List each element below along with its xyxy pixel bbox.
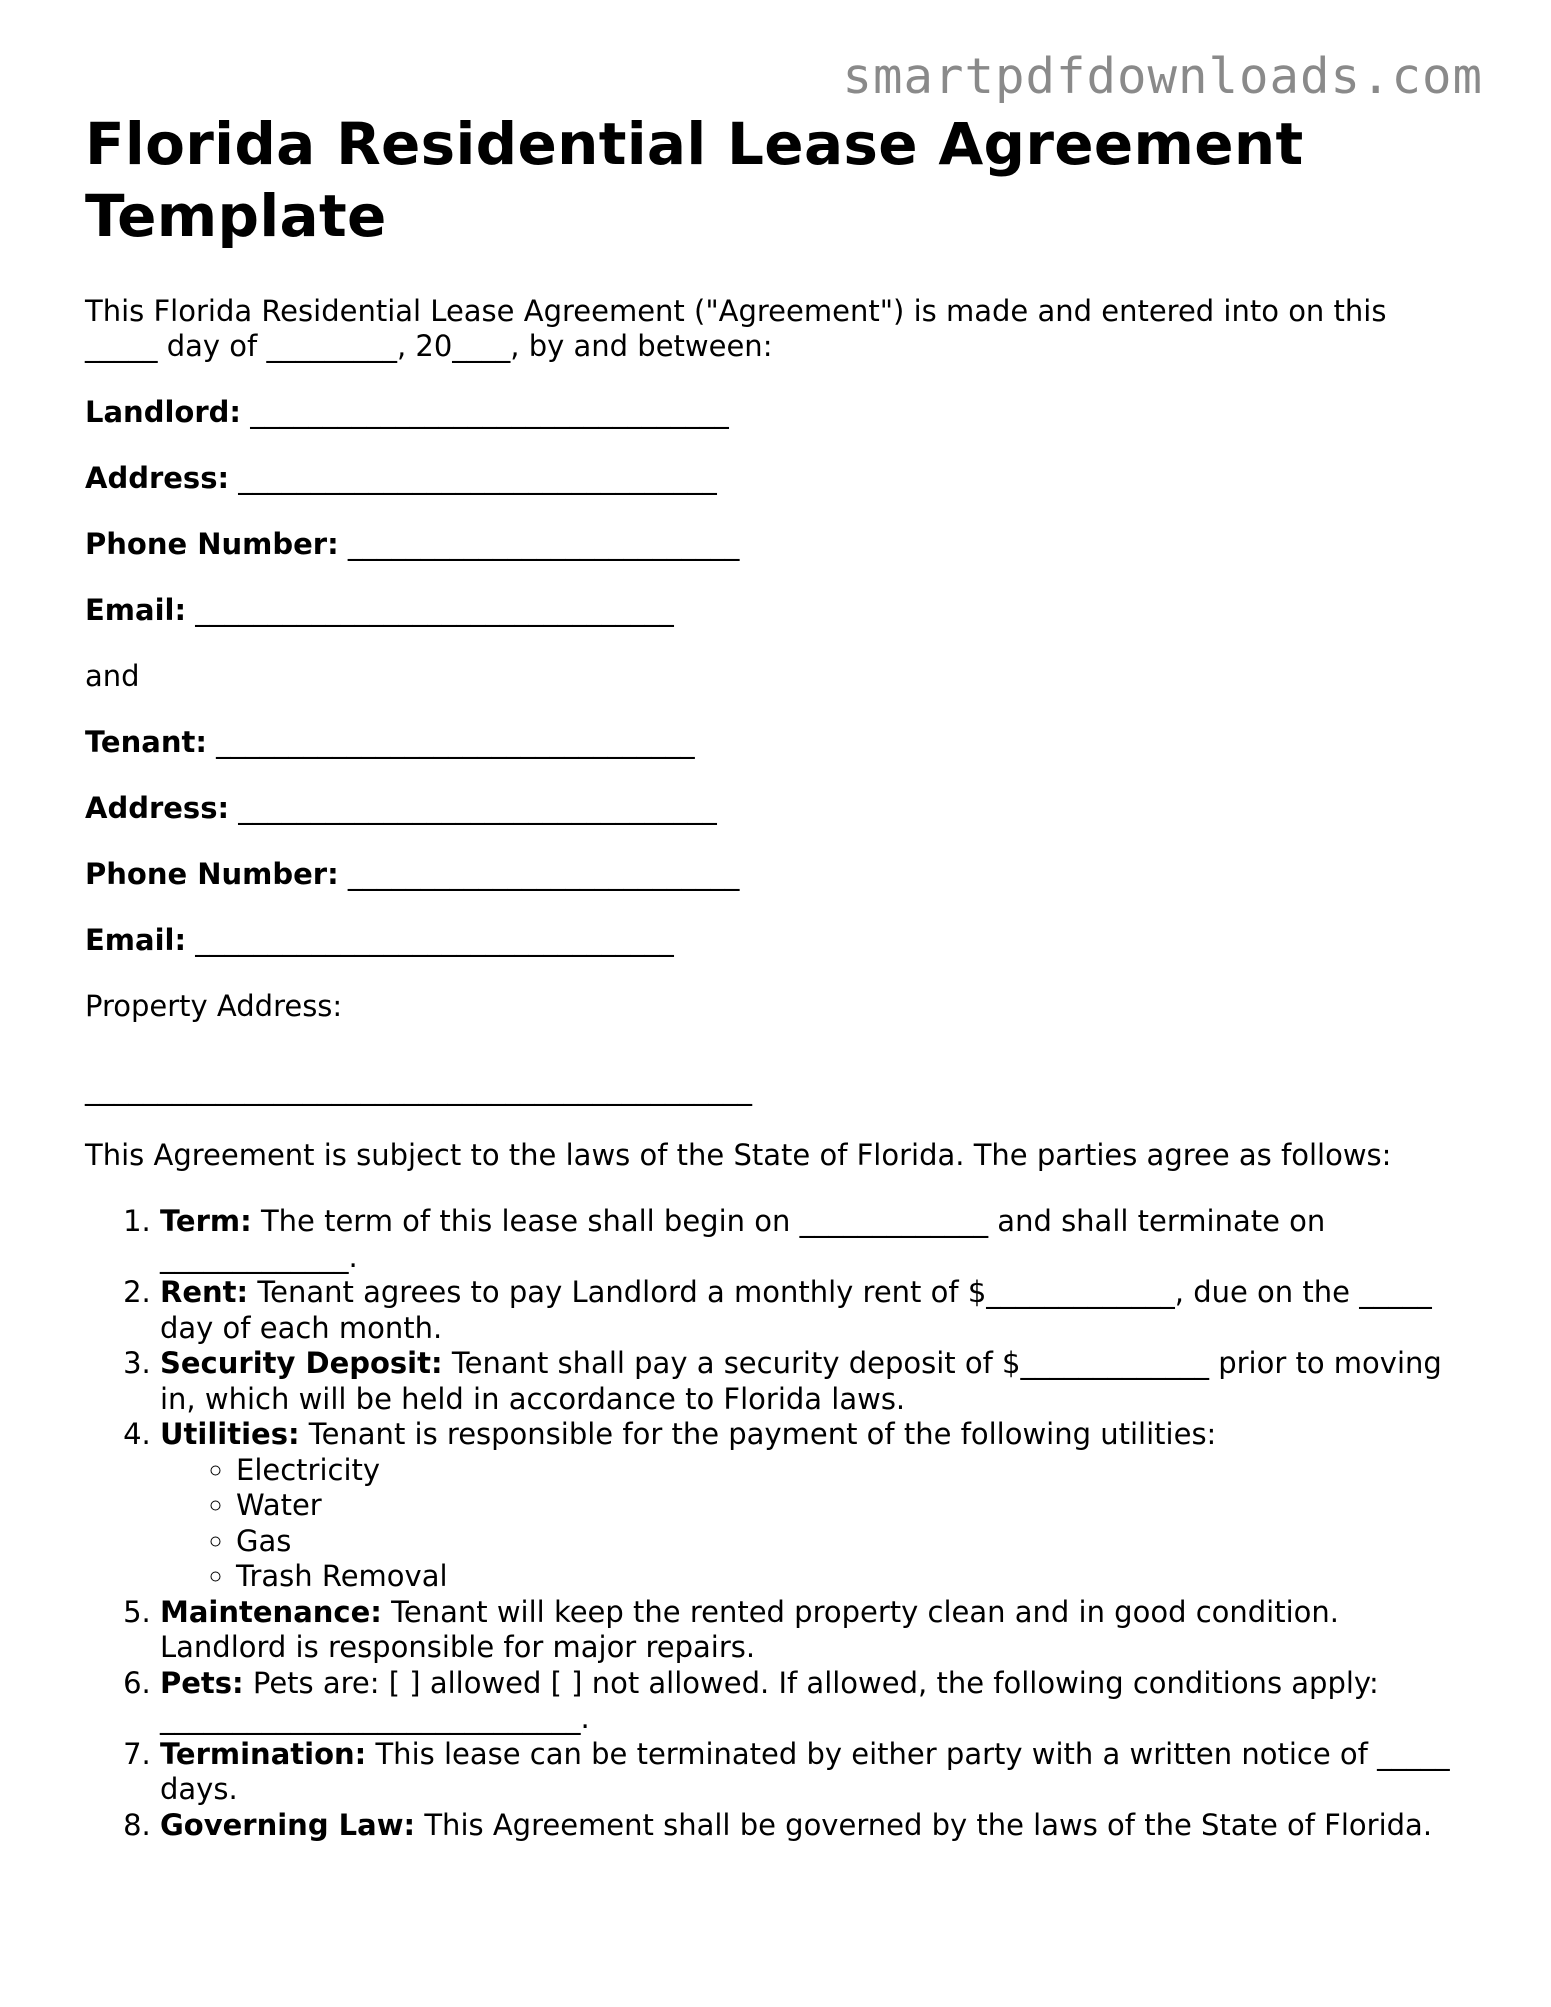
utility-item: ◦ Electricity bbox=[236, 1453, 1465, 1489]
property-address-blank: ______________________________________________ bbox=[85, 1072, 752, 1106]
term-text: This lease can be terminated by either party with a written notice of _____ days. bbox=[160, 1736, 1450, 1806]
term-item-pets bbox=[160, 1666, 1465, 1737]
term-label: Rent: bbox=[160, 1275, 249, 1309]
utility-item: ◦ Trash Removal bbox=[236, 1559, 1465, 1595]
landlord-email-field bbox=[85, 593, 1465, 628]
term-text: The term of this lease shall begin on _____________ and shall terminate on _____________. bbox=[160, 1204, 1326, 1274]
tenant-phone-label: Phone Number: bbox=[85, 857, 339, 891]
tenant-phone-blank: ___________________________ bbox=[347, 857, 740, 891]
tenant-email-blank: _________________________________ bbox=[195, 923, 674, 957]
page-title bbox=[85, 108, 1465, 252]
tenant-name-blank: _________________________________ bbox=[216, 725, 695, 759]
landlord-phone-field bbox=[85, 527, 1465, 562]
title-line-1: Florida Residential Lease Agreement bbox=[85, 110, 1304, 178]
document-body bbox=[85, 108, 1465, 1843]
laws-statement: This Agreement is subject to the laws of the State of Florida. The parties agree as follows: bbox=[85, 1138, 1392, 1172]
terms-list bbox=[85, 1204, 1465, 1843]
term-label: Governing Law: bbox=[160, 1807, 416, 1842]
term-label: Utilities: bbox=[160, 1417, 300, 1451]
tenant-email-label: Email: bbox=[85, 923, 187, 957]
term-text: This Agreement shall be governed by the laws of the State of Florida. bbox=[424, 1807, 1433, 1842]
conjunction-text: and bbox=[85, 659, 140, 693]
term-label: Term: bbox=[160, 1204, 252, 1238]
term-text: Tenant agrees to pay Landlord a monthly rent of $_____________, due on the _____ day of each month. bbox=[160, 1275, 1432, 1345]
term-item-maintenance bbox=[160, 1595, 1465, 1666]
property-address-label: Property Address: bbox=[85, 989, 343, 1023]
landlord-name-field bbox=[85, 395, 1465, 430]
term-item-utilities bbox=[160, 1417, 1465, 1595]
tenant-name-field bbox=[85, 725, 1465, 760]
term-label: Termination: bbox=[160, 1736, 367, 1771]
landlord-address-field bbox=[85, 461, 1465, 496]
tenant-address-field bbox=[85, 791, 1465, 826]
landlord-address-blank: _________________________________ bbox=[238, 461, 717, 495]
tenant-name-label: Tenant: bbox=[85, 725, 207, 759]
term-item-security-deposit bbox=[160, 1346, 1465, 1417]
term-text: Pets are: [ ] allowed [ ] not allowed. If allowed, the following conditions apply: _____________________________. bbox=[160, 1665, 1379, 1735]
title-line-2: Template bbox=[85, 182, 387, 250]
tenant-address-blank: _________________________________ bbox=[238, 791, 717, 825]
tenant-email-field bbox=[85, 923, 1465, 958]
intro-paragraph: This Florida Residential Lease Agreement ("Agreement") is made and entered into on this _____ day of _________, 20____, by and between: bbox=[85, 294, 1387, 363]
landlord-email-label: Email: bbox=[85, 593, 187, 627]
tenant-address-label: Address: bbox=[85, 791, 230, 825]
term-text: Tenant shall pay a security deposit of $_____________ prior to moving in, which will be held in accordance to Florida laws. bbox=[160, 1346, 1442, 1416]
utility-item: ◦ Gas bbox=[236, 1524, 1465, 1560]
term-item-term bbox=[160, 1204, 1465, 1275]
term-item-governing-law bbox=[160, 1808, 1465, 1844]
tenant-phone-field bbox=[85, 857, 1465, 892]
landlord-address-label: Address: bbox=[85, 461, 230, 495]
term-item-termination bbox=[160, 1737, 1465, 1808]
watermark: smartpdfdownloads.com bbox=[842, 48, 1483, 105]
term-text: Tenant is responsible for the payment of the following utilities: bbox=[308, 1417, 1217, 1451]
term-label: Security Deposit: bbox=[160, 1346, 443, 1380]
landlord-name-label: Landlord: bbox=[85, 395, 241, 429]
landlord-phone-blank: ___________________________ bbox=[347, 527, 740, 561]
utilities-list bbox=[160, 1453, 1465, 1595]
term-text: Tenant will keep the rented property clean and in good condition. Landlord is responsible for major repairs. bbox=[160, 1594, 1340, 1664]
landlord-email-blank: _________________________________ bbox=[195, 593, 674, 627]
term-label: Maintenance: bbox=[160, 1594, 382, 1629]
utility-item: ◦ Water bbox=[236, 1488, 1465, 1524]
term-item-rent bbox=[160, 1275, 1465, 1346]
term-label: Pets: bbox=[160, 1665, 244, 1700]
landlord-name-blank: _________________________________ bbox=[250, 395, 729, 429]
landlord-phone-label: Phone Number: bbox=[85, 527, 339, 561]
